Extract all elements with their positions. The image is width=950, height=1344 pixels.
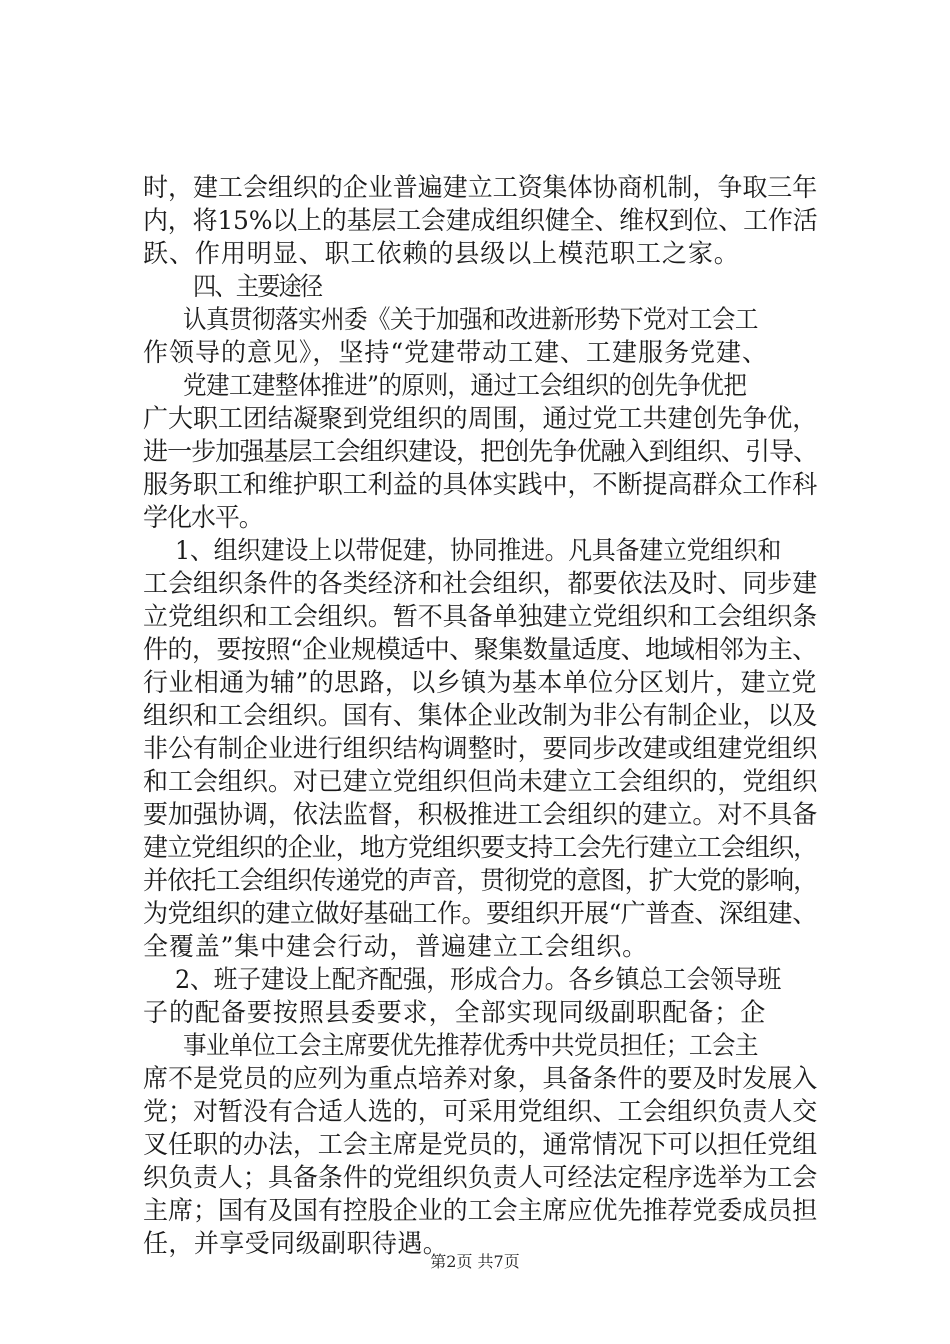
text-line: 党；对暂没有合适人选的，可采用党组织、工会组织负责人交 bbox=[143, 1097, 818, 1127]
text-line: 1、组织建设上以带促建，协同推进。凡具备建立党组织和 bbox=[175, 536, 782, 566]
text-line: 行业相通为辅”的思路，以乡镇为基本单位分区划片，建立党 bbox=[143, 668, 817, 698]
text-line: 进一步加强基层工会组织建设，把创先争优融入到组织、引导、 bbox=[143, 437, 818, 467]
text-line: 2、班子建设上配齐配强，形成合力。各乡镇总工会领导班 bbox=[175, 965, 782, 995]
text-line: 作领导的意见》，坚持“党建带动工建、工建服务党建、 bbox=[143, 338, 768, 368]
text-line: 组织和工会组织。国有、集体企业改制为非公有制企业，以及 bbox=[143, 701, 818, 731]
page-number: 第2页 共7页 bbox=[430, 1252, 520, 1271]
text-line: 事业单位工会主席要优先推荐优秀中共党员担任；工会主 bbox=[183, 1031, 758, 1061]
text-line: 为党组织的建立做好基础工作。要组织开展“广普查、深组建、 bbox=[143, 899, 817, 929]
text-line: 建立党组织的企业，地方党组织要支持工会先行建立工会组织， bbox=[143, 833, 818, 863]
text-line: 广大职工团结凝聚到党组织的周围，通过党工共建创先争优， bbox=[143, 404, 818, 434]
section-heading: 四、主要途径 bbox=[193, 272, 322, 302]
text-line: 时，建工会组织的企业普遍建立工资集体协商机制，争取三年 bbox=[143, 173, 818, 203]
text-line: 子的配备要按照县委要求，全部实现同级副职配备；企 bbox=[143, 998, 767, 1028]
text-line: 立党组织和工会组织。暂不具备单独建立党组织和工会组织条 bbox=[143, 602, 818, 632]
text-line: 工会组织条件的各类经济和社会组织，都要依法及时、同步建 bbox=[143, 569, 818, 599]
text-line: 件的，要按照“企业规模适中、聚集数量适度、地域相邻为主、 bbox=[143, 635, 817, 665]
text-line: 党建工建整体推进”的原则，通过工会组织的创先争优把 bbox=[183, 371, 747, 401]
text-line: 非公有制企业进行组织结构调整时，要同步改建或组建党组织 bbox=[143, 734, 818, 764]
text-line: 服务职工和维护职工利益的具体实践中，不断提高群众工作科 bbox=[143, 470, 818, 500]
text-line: 内，将15%以上的基层工会建成组织健全、维权到位、工作活 bbox=[143, 206, 818, 236]
text-line: 主席；国有及国有控股企业的工会主席应优先推荐党委成员担 bbox=[143, 1196, 818, 1226]
text-line: 和工会组织。对已建立党组织但尚未建立工会组织的，党组织 bbox=[143, 767, 818, 797]
text-line: 任，并享受同级副职待遇。 bbox=[143, 1229, 449, 1259]
text-line: 学化水平。 bbox=[143, 503, 263, 533]
text-line: 认真贯彻落实州委《关于加强和改进新形势下党对工会工 bbox=[183, 305, 758, 335]
text-line: 并依托工会组织传递党的声音，贯彻党的意图，扩大党的影响， bbox=[143, 866, 818, 896]
text-line: 要加强协调，依法监督，积极推进工会组织的建立。对不具备 bbox=[143, 800, 818, 830]
text-line: 全覆盖”集中建会行动，普遍建立工会组织。 bbox=[143, 932, 648, 962]
text-line: 跃、作用明显、职工依赖的县级以上模范职工之家。 bbox=[143, 239, 740, 269]
text-line: 席不是党员的应列为重点培养对象，具备条件的要及时发展入 bbox=[143, 1064, 818, 1094]
text-line: 叉任职的办法，工会主席是党员的，通常情况下可以担任党组 bbox=[143, 1130, 818, 1160]
text-line: 织负责人；具备条件的党组织负责人可经法定程序选举为工会 bbox=[143, 1163, 818, 1193]
